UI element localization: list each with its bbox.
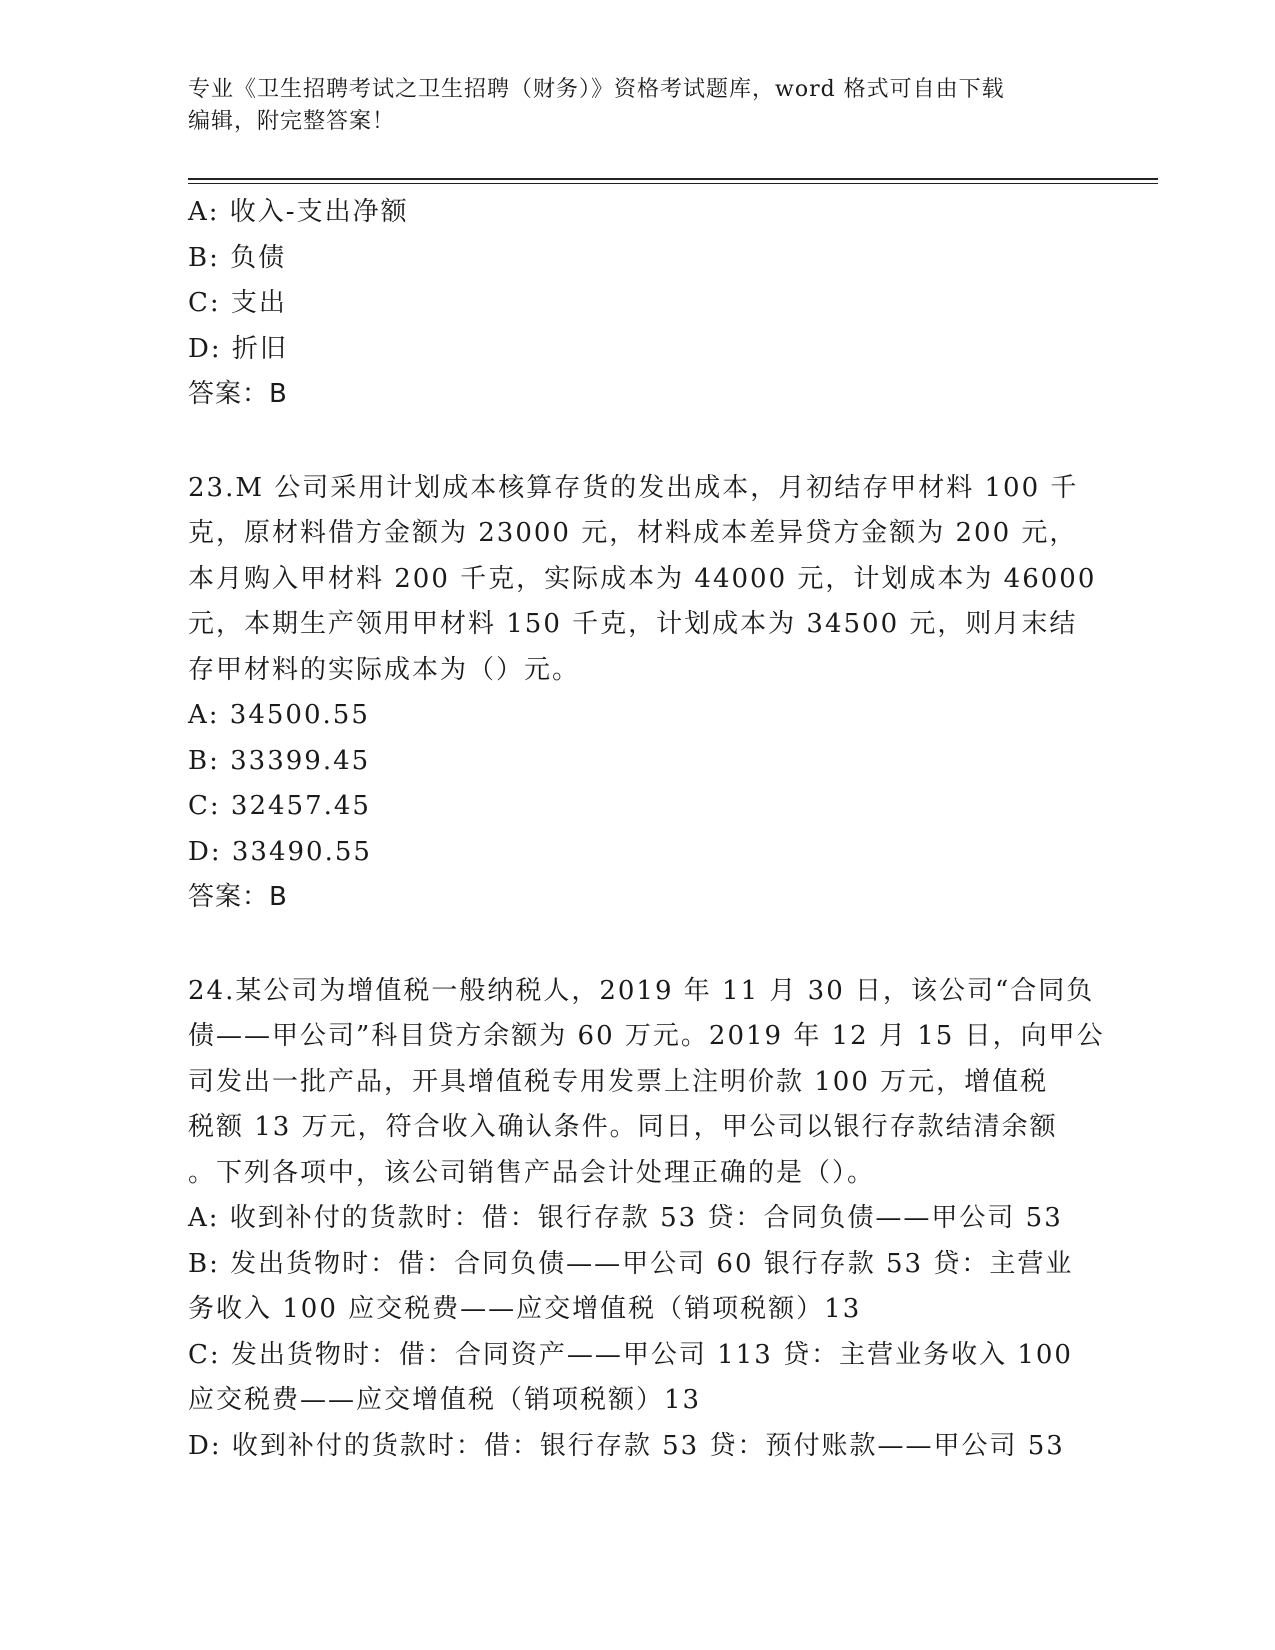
document-header: [188, 74, 1068, 138]
option-c: C: 32457.45: [188, 791, 371, 821]
option-a: A: 34500.55: [188, 700, 370, 730]
question-text-line: 本月购入甲材料 200 千克，实际成本为 44000 元，计划成本为 46000: [188, 563, 1097, 594]
option-a: A: 收到补付的货款时：借：银行存款 53 贷：合同负债——甲公司 53: [188, 1203, 1063, 1233]
question-text-line: 债——甲公司”科目贷方余额为 60 万元。2019 年 12 月 15 日，向甲公: [188, 1021, 1105, 1051]
option-c: C: 支出: [188, 288, 287, 318]
question-text-line: 存甲材料的实际成本为（）元。: [188, 654, 581, 685]
answer-label: 答案：B: [188, 882, 288, 912]
option-b: B: 发出货物时：借：合同负债——甲公司 60 银行存款 53 贷：主营业: [188, 1248, 1074, 1279]
option-a: A: 收入-支出净额: [188, 197, 409, 227]
option-d: D: 33490.55: [188, 836, 372, 867]
option-c-continued: 应交税费——应交增值税（销项税额）13: [188, 1385, 702, 1415]
question-gap: [188, 418, 1088, 466]
question-text-line: 克，原材料借方金额为 23000 元，材料成本差异贷方金额为 200 元，: [188, 518, 1078, 548]
header-divider-thin: [188, 183, 1158, 184]
question-24-text: [188, 969, 1105, 1197]
header-line-1: 专业《卫生招聘考试之卫生招聘（财务）》资格考试题库，word 格式可自由下载: [188, 77, 1005, 102]
option-d: D: 收到补付的货款时：借：银行存款 53 贷：预付账款——甲公司 53: [188, 1430, 1065, 1461]
option-b: B: 33399.45: [188, 745, 371, 776]
question-23-block: [188, 466, 1097, 921]
option-b-continued: 务收入 100 应交税费——应交增值税（销项税额）13: [188, 1294, 862, 1324]
answer-label: 答案：B: [188, 379, 288, 409]
question-text-line: 税额 13 万元，符合收入确认条件。同日，甲公司以银行存款结清余额: [188, 1112, 1058, 1142]
option-b: B: 负债: [188, 242, 287, 273]
question-gap: [188, 921, 1088, 969]
header-line-2: 编辑，附完整答案！: [188, 109, 396, 134]
header-divider-thick: [188, 178, 1158, 180]
question-text-line: 元，本期生产领用甲材料 150 千克，计划成本为 34500 元，则月末结: [188, 609, 1078, 639]
document-body: [188, 190, 1105, 1469]
question-text-line: 司发出一批产品，开具增值税专用发票上注明价款 100 万元，增值税: [188, 1066, 1049, 1097]
option-d: D: 折旧: [188, 333, 288, 364]
question-24-block: [188, 969, 1105, 1470]
option-c: C: 发出货物时：借：合同资产——甲公司 113 贷：主营业务收入 100: [188, 1339, 1073, 1370]
question-text-line: 。下列各项中，该公司销售产品会计处理正确的是（）。: [188, 1157, 876, 1188]
question-23-text: [188, 466, 1097, 694]
question-text-line: 23.M 公司采用计划成本核算存货的发出成本，月初结存甲材料 100 千: [188, 472, 1079, 503]
previous-question-block: [188, 190, 1088, 418]
question-text-line: 24.某公司为增值税一般纳税人，2019 年 11 月 30 日，该公司“合同负: [188, 975, 1095, 1006]
